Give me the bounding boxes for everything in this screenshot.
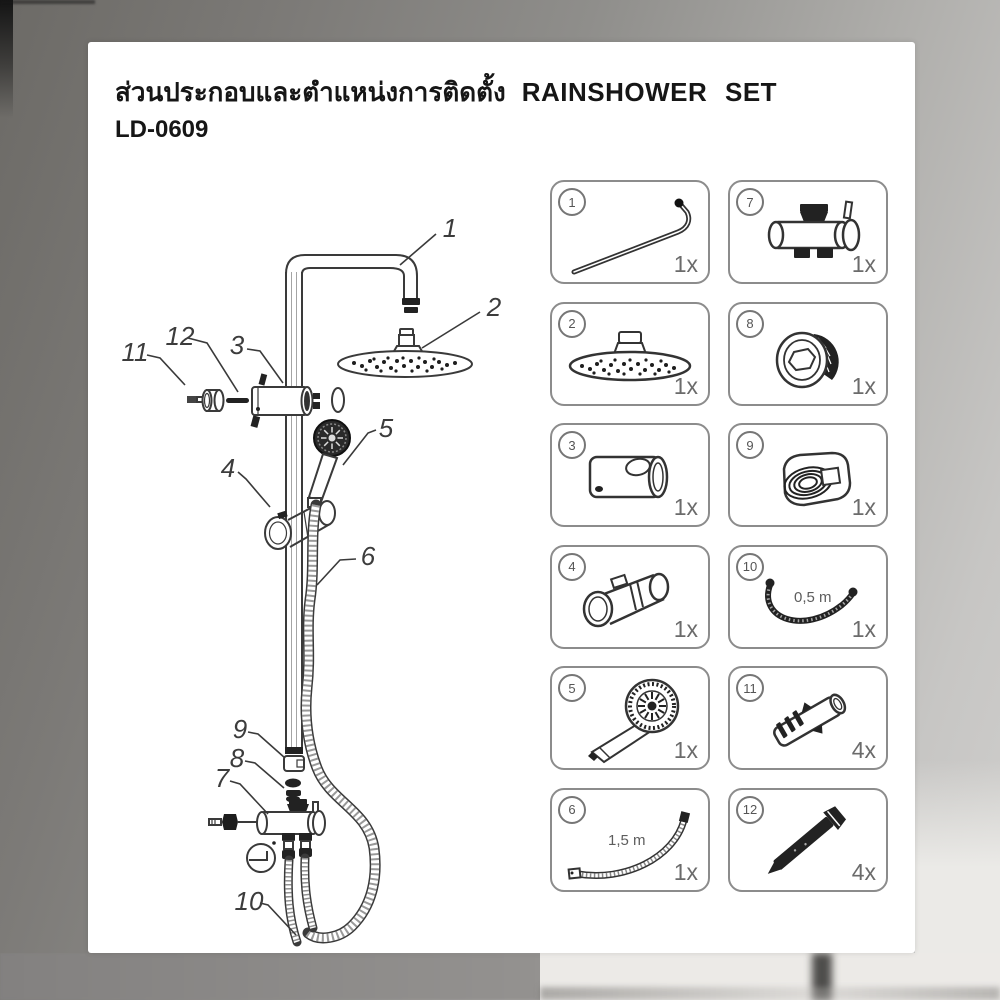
- part-box-3: [550, 423, 710, 527]
- callout-11: 11: [121, 337, 149, 367]
- part-number-badge: 11: [736, 674, 764, 702]
- part-number-badge: 8: [736, 310, 764, 338]
- part-quantity: 1x: [851, 615, 876, 642]
- part-quantity: 1x: [673, 615, 698, 642]
- part-quantity: 1x: [673, 737, 698, 763]
- callout-6: 6: [360, 541, 376, 571]
- part-box-11: [728, 666, 888, 770]
- part-number-badge: 10: [736, 553, 764, 581]
- part-number-badge: 7: [736, 188, 764, 216]
- part-number-badge: 6: [558, 796, 586, 824]
- callout-4: 4: [220, 453, 236, 483]
- part-quantity: 1x: [673, 858, 698, 885]
- callout-5: 5: [378, 413, 394, 443]
- rain-shower-head: [338, 329, 472, 377]
- part-box-10: [728, 545, 888, 649]
- part-box-1: [550, 180, 710, 284]
- part-quantity: 4x: [851, 737, 876, 763]
- wall-bracket-parts: [187, 373, 344, 427]
- part-number-badge: 4: [558, 553, 586, 581]
- part-number-badge: 9: [736, 431, 764, 459]
- shower-arm: [286, 255, 420, 313]
- part-quantity: 4x: [851, 858, 876, 885]
- callout-9: 9: [232, 714, 248, 744]
- part-box-7: [728, 180, 888, 284]
- hose-length-label: 0,5 m: [794, 588, 832, 606]
- part-box-8: [728, 302, 888, 406]
- part-box-6: [550, 788, 710, 892]
- bottom-connectors: [284, 747, 304, 803]
- part-quantity: 1x: [673, 494, 698, 520]
- part-box-4: [550, 545, 710, 649]
- blurred-photo-strip: [540, 953, 1000, 1000]
- callout-3: 3: [229, 330, 245, 360]
- model-number: LD-0609: [115, 116, 209, 143]
- manual-page: [88, 42, 915, 953]
- slider-holder: [265, 501, 335, 549]
- part-box-2: [550, 302, 710, 406]
- exploded-diagram: [100, 202, 530, 947]
- callout-2: 2: [486, 292, 502, 322]
- callout-10: 10: [234, 886, 264, 916]
- background-top-edge: [0, 0, 95, 4]
- page-title: [115, 72, 777, 113]
- part-number-badge: 5: [558, 674, 586, 702]
- background-bottom-right-light: [915, 760, 1000, 955]
- riser-pipe: [286, 272, 302, 747]
- background-dark-strip: [0, 0, 13, 118]
- callout-12: 12: [165, 321, 195, 351]
- part-box-12: [728, 788, 888, 892]
- callout-7: 7: [214, 763, 230, 793]
- part-quantity: 1x: [673, 251, 698, 277]
- part-number-badge: 12: [736, 796, 764, 824]
- callout-1: 1: [442, 213, 458, 243]
- part-quantity: 1x: [851, 494, 876, 520]
- part-box-9: [728, 423, 888, 527]
- title-product: RAINSHOWER SET: [521, 77, 778, 107]
- parts-grid: [550, 180, 888, 892]
- background-bottom-band: [0, 953, 1000, 1000]
- supply-hoses: [288, 858, 313, 942]
- part-quantity: 1x: [851, 251, 876, 277]
- part-box-5: [550, 666, 710, 770]
- hose-length-label: 1,5 m: [608, 831, 646, 849]
- part-number-badge: 3: [558, 431, 586, 459]
- callout-8: 8: [229, 743, 245, 773]
- part-quantity: 1x: [673, 372, 698, 399]
- title-thai: ส่วนประกอบและตำแหน่งการติดตั้ง: [115, 77, 506, 107]
- part-number-badge: 2: [558, 310, 586, 338]
- part-number-badge: 1: [558, 188, 586, 216]
- part-quantity: 1x: [851, 372, 876, 399]
